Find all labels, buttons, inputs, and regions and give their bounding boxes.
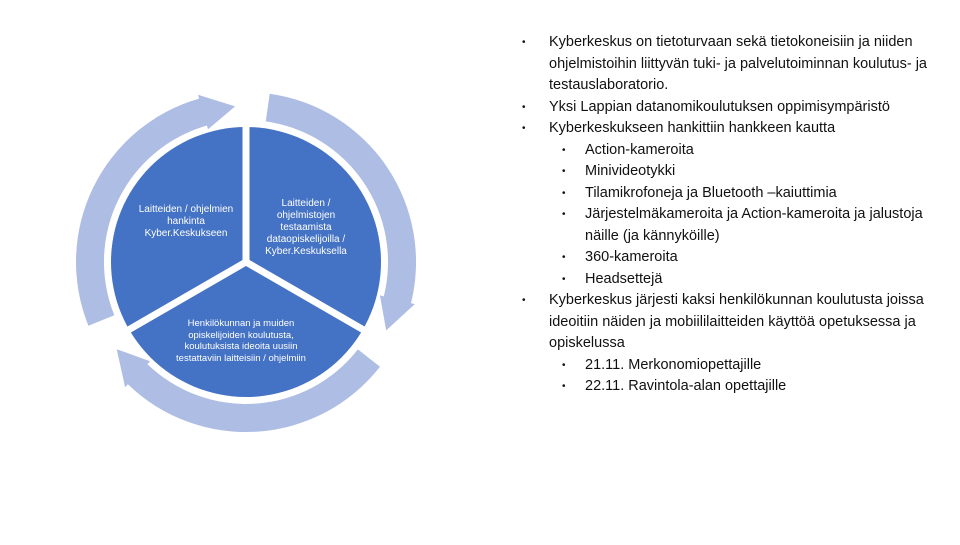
bullet-list [512, 32, 952, 398]
bullet-text: Tilamikrofoneja ja Bluetooth –kaiuttimia [585, 184, 837, 201]
bullet-dot-icon: • [522, 295, 526, 306]
bullet-text: Headsettejä [585, 270, 663, 287]
sub-bullet-item [512, 183, 952, 205]
sub-bullet-item [512, 204, 952, 247]
cycle-graphic [0, 0, 480, 540]
sub-bullet-item [512, 376, 952, 398]
sub-bullet-item [512, 269, 952, 291]
bullet-item [512, 290, 952, 355]
bullet-dot-icon: • [562, 187, 566, 199]
bullet-item [512, 32, 952, 97]
bullet-text: Kyberkeskus on tietoturvaan sekä tietokoneisiin ja niiden ohjelmistoihin liittyvän tuki- ja palvelutoiminnan koulutus- ja testauslaboratorio. [549, 34, 927, 93]
bullet-item [512, 97, 952, 119]
bullet-text: Yksi Lappian datanomikoulutuksen oppimisympäristö [549, 98, 890, 115]
bullet-text: Minivideotykki [585, 163, 676, 179]
bullet-text: 22.11. Ravintola-alan opettajille [585, 378, 787, 394]
bullet-dot-icon: • [562, 273, 566, 285]
bullet-item [512, 118, 952, 140]
bullet-text: 21.11. Merkonomiopettajille [585, 356, 762, 373]
sub-bullet-item [512, 161, 952, 183]
bullet-dot-icon: • [562, 144, 566, 156]
sub-bullet-item [512, 140, 952, 162]
sub-bullet-item [512, 247, 952, 269]
cycle-diagram [0, 0, 480, 540]
bullet-dot-icon: • [522, 101, 526, 113]
segment-label-acquisition: Laitteiden / ohjelmien hankinta Kyber.Keskukseen [138, 204, 234, 239]
bullet-text: Action-kameroita [585, 141, 694, 158]
sub-bullet-item [512, 355, 952, 377]
segment-label-training: Henkilökunnan ja muiden opiskelijoiden koulutusta, koulutuksista ideoita uusiin testattaviin laitteisiin / ohjelmiin [176, 318, 306, 364]
bullet-dot-icon: • [562, 209, 566, 220]
bullet-text: Kyberkeskukseen hankittiin hankkeen kautta [549, 120, 836, 136]
bullet-dot-icon: • [562, 381, 566, 392]
bullet-dot-icon: • [562, 252, 566, 263]
bullet-text: Järjestelmäkameroita ja Action-kameroita ja jalustoja näille (ja kännyköille) [585, 206, 923, 244]
bullet-dot-icon: • [562, 166, 566, 177]
bullet-text: Kyberkeskus järjesti kaksi henkilökunnan koulutusta joissa ideoitiin näiden ja mobiililaitteiden käyttöä opetuksessa ja opiskelussa [549, 292, 924, 351]
bullet-dot-icon: • [562, 359, 566, 371]
bullet-dot-icon: • [522, 123, 526, 134]
bullet-text: 360-kameroita [585, 249, 678, 265]
segment-label-testing: Laitteiden / ohjelmistojen testaamista dataopiskelijoilla / Kyber.Keskuksella [265, 198, 347, 257]
bullet-dot-icon: • [522, 37, 526, 48]
